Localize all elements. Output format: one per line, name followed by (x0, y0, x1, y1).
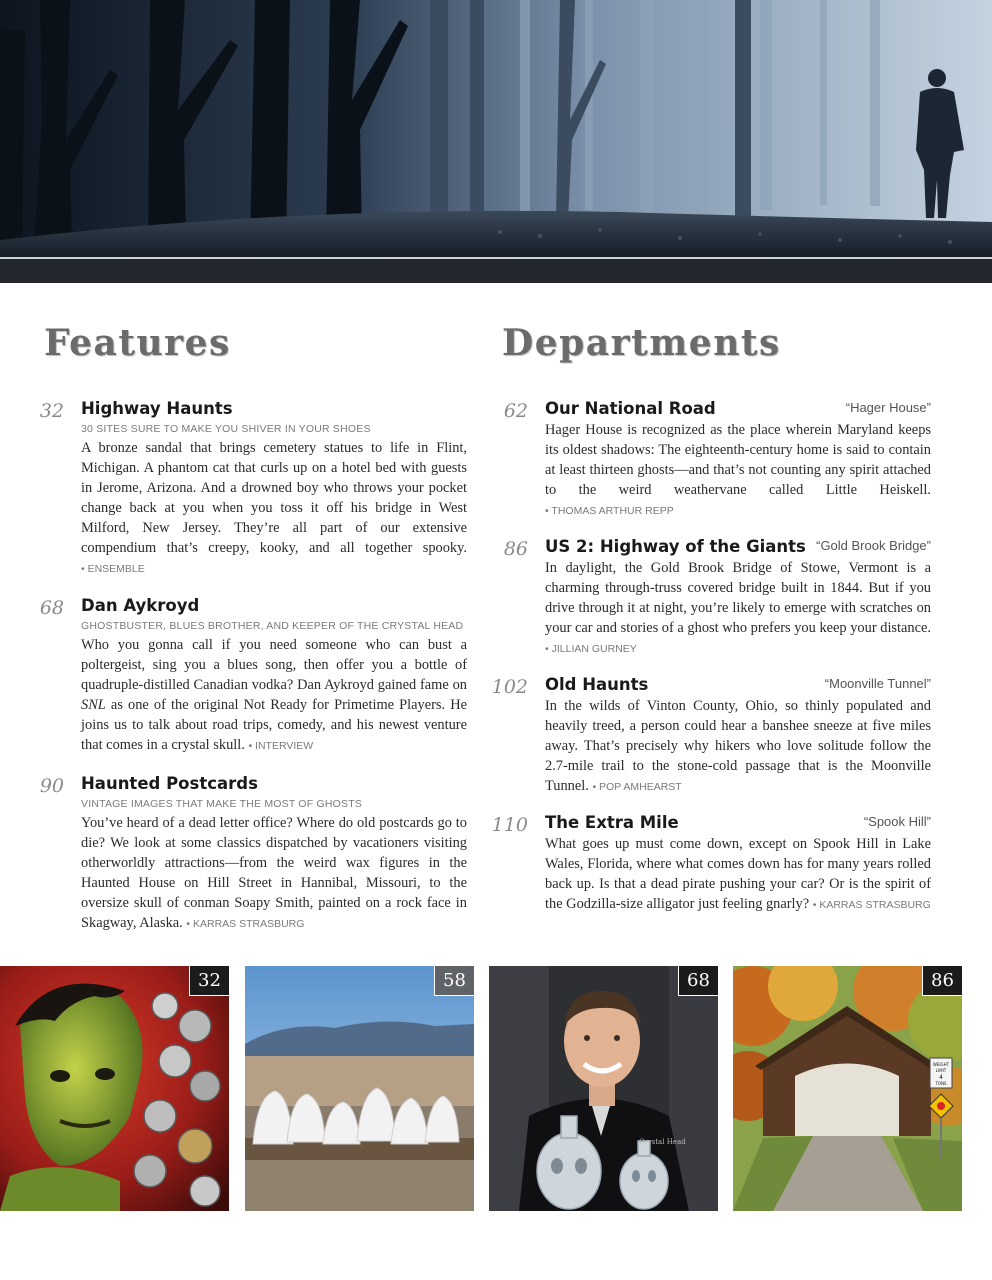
entry-credit: • JILLIAN GURNEY (545, 643, 637, 655)
page-badge: 86 (922, 966, 962, 996)
entry-title[interactable]: Old Haunts (545, 675, 649, 694)
entry-kicker: VINTAGE IMAGES THAT MAKE THE MOST OF GHOSTS (81, 798, 363, 810)
thumbnail-covered-bridge[interactable] (733, 966, 962, 1211)
entry-subject: “Hager House” (845, 400, 931, 415)
page-badge: 68 (678, 966, 718, 996)
entry-credit: • POP AMHEARST (592, 781, 682, 793)
entry-title[interactable]: Highway Haunts (81, 399, 233, 418)
page-number: 32 (39, 400, 64, 422)
sign-text-1: WEIGHT (932, 1062, 950, 1067)
entry-kicker: GHOSTBUSTER, BLUES BROTHER, AND KEEPER OF THE CRYSTAL HEAD (81, 620, 464, 632)
departments-heading: Departments (502, 322, 781, 364)
entry-credit: • ENSEMBLE (81, 563, 145, 575)
department-entry-the-extra-mile[interactable] (490, 812, 931, 915)
entry-body: What goes up must come down, except on Spook Hill in Lake Wales, Florida, where what comes down has for many years rolled back up. Is that a dead pirate pushing your car? Or is the spirit of the Godzilla-size alligator just feeling gnarly? • KARRAS STRASBURG (545, 836, 931, 912)
entry-body: In the wilds of Vinton County, Ohio, so thinly populated and heavily treed, a person could hear a banshee sneeze at five miles away. That’s precisely why hikers who love solitude follow the 2.7-mile trail to the stone-cold passage that is the Moonville Tunnel. • POP AMHEARST (545, 698, 931, 794)
thumbnail-dan-aykroyd[interactable] (489, 966, 718, 1211)
entry-body: In daylight, the Gold Brook Bridge of Stowe, Vermont is a charming through-truss covered bridge built in 1844. But if you drive through it at night, you’re likely to emerge with scratches on your car and stories of a ghost who prefers you keep your distance. • JILLIAN GURNEY (545, 560, 931, 655)
entry-body: A bronze sandal that brings cemetery statues to life in Flint, Michigan. A phantom cat that curls up on a hotel bed with guests in Jerome, Arizona. And a drowned boy who throws your pocket change back at you when you toss it off his bridge in West Milford, New Jersey. They’re all part of our extensive compendium that’s creepy, kooky, and all together spooky. • ENSEMBLE (81, 440, 467, 575)
bottle-label: Crystal Head (639, 1138, 686, 1146)
dan-aykroyd-illustration (489, 966, 718, 1211)
entry-subject: “Gold Brook Bridge” (816, 538, 931, 553)
hero-image (0, 0, 992, 283)
sign-text-3: 4 (939, 1074, 943, 1081)
entry-subject: “Moonville Tunnel” (824, 676, 931, 691)
feature-entry-dan-aykroyd[interactable] (36, 595, 467, 756)
covered-bridge-illustration (733, 966, 962, 1211)
entry-kicker: 30 SITES SURE TO MAKE YOU SHIVER IN YOUR SHOES (81, 423, 371, 435)
page-number: 68 (39, 597, 64, 619)
zombie-illustration (0, 966, 229, 1211)
desert-ghosts-illustration (245, 966, 474, 1211)
entry-credit: • KARRAS STRASBURG (812, 899, 931, 911)
entry-body: You’ve heard of a dead letter office? Where do old postcards go to die? We look at some classics dispatched by vacationers visiting otherworldly attractions—from the weird wax figures in the Haunted House on Hill Street in Hannibal, Missouri, to the oversize skull of conman Soapy Smith, painted on a rock face in Skagway, Alaska. • KARRAS STRASBURG (81, 815, 467, 931)
department-entry-old-haunts[interactable] (490, 674, 931, 797)
department-entry-us2-highway-of-giants[interactable] (490, 536, 931, 659)
page-number: 102 (491, 676, 528, 698)
page-badge: 58 (434, 966, 474, 996)
sign-text-4: TONS (935, 1081, 947, 1086)
entry-credit: • THOMAS ARTHUR REPP (545, 505, 674, 517)
page-number: 110 (491, 814, 528, 836)
page-number: 62 (503, 400, 528, 422)
entry-subject: “Spook Hill” (863, 814, 931, 829)
sign-text-2: LIMIT (935, 1068, 947, 1073)
entry-title[interactable]: Our National Road (545, 399, 716, 418)
feature-entry-highway-haunts[interactable] (36, 398, 467, 579)
feature-entry-haunted-postcards[interactable] (36, 773, 467, 934)
thumbnail-desert-ghosts[interactable] (245, 966, 474, 1211)
page-number: 90 (39, 775, 64, 797)
department-entry-our-national-road[interactable] (490, 398, 931, 521)
foggy-forest-illustration (0, 0, 992, 260)
entry-title[interactable]: Dan Aykroyd (81, 596, 200, 615)
features-heading: Features (44, 322, 231, 364)
page-badge: 32 (189, 966, 229, 996)
entry-body: Who you gonna call if you need someone who can bust a poltergeist, sing you a blues song, then offer you a bottle of quadruple-distilled Canadian vodka? Dan Aykroyd gained fame on SNL as one of the original Not Ready for Primetime Players. He joins us to talk about road trips, comedy, and his newest venture that comes in a crystal skull. • INTERVIEW (81, 637, 467, 753)
entry-title[interactable]: US 2: Highway of the Giants (545, 537, 806, 556)
entry-title[interactable]: Haunted Postcards (81, 774, 258, 793)
entry-body: Hager House is recognized as the place wherein Maryland keeps its oldest shadows: The eighteenth-century home is said to contain at least thirteen ghosts—and that’s not counting any spirit attached to the weird weathervane called Little Heiskell. • THOMAS ARTHUR REPP (545, 422, 931, 517)
entry-title[interactable]: The Extra Mile (545, 813, 679, 832)
page-number: 86 (503, 538, 528, 560)
entry-credit: • KARRAS STRASBURG (186, 918, 305, 930)
hero-dark-band (0, 259, 992, 283)
thumbnail-zombie[interactable] (0, 966, 229, 1211)
entry-credit: • INTERVIEW (248, 740, 314, 752)
